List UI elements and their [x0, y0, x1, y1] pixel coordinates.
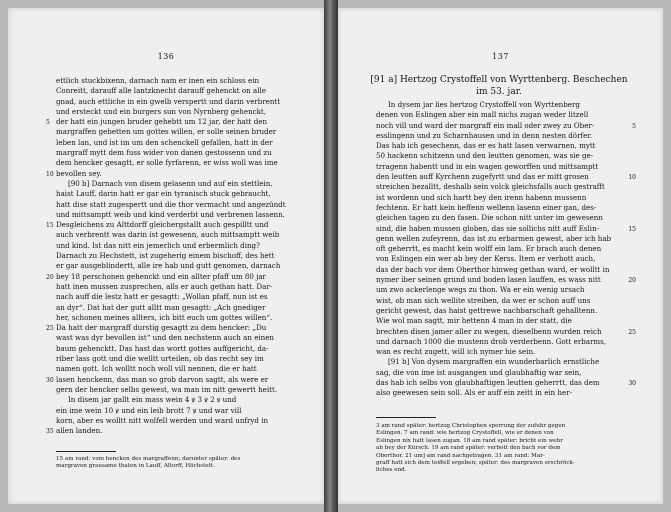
text-line-content: gericht gewest, das haist gettrewe nachbarschaft gehalltenn.: [376, 305, 598, 315]
text-line: [56, 251, 291, 261]
text-line: [56, 344, 291, 354]
footnote-divider-right: [376, 417, 436, 418]
text-line-content: nach auff die lestz hatt er gesagtt: „Wollan pfaff, nun ist es: [56, 292, 268, 302]
text-line-content: hatt dise statt zugespertt und die thor vermacht und angezündt: [56, 199, 286, 209]
text-line-content: genn wellen zufeyrenn, das ist zu erbarmen gewest, aber ich hab: [376, 233, 612, 243]
text-line: [56, 292, 291, 302]
text-line-content: Conreitt, darauff alle lantzknecht darauff gehenckt on alle: [56, 86, 266, 96]
text-line-content: gnad, auch ettliche in ein gwelb verspertt und darin verbrentt: [56, 96, 281, 106]
section-heading-line-2: im 53. jar.: [476, 87, 522, 97]
text-line: [376, 265, 626, 275]
text-line-content: Desgleichens zu Alttdorff gleichergstallt auch gespilltt und: [56, 220, 269, 230]
footnote-line: Oberthor. 21 um] am rand nachgetragen. 31 am rand: Mar-: [376, 452, 545, 459]
text-line-content: ettlich stuckbixenn, darnach nam er inen ein schloss ein: [56, 76, 260, 85]
footnote-line: liches end.: [376, 467, 407, 474]
text-line: [56, 76, 291, 86]
text-line: [376, 100, 626, 110]
text-line-content: haist Lauff, darin hatt er gar ein tyranisch stuck gebraucht,: [56, 189, 271, 199]
text-line-content: esslingenn und zu Scharnhausen und in denn nesten dörfer.: [376, 130, 593, 140]
text-line: [376, 306, 626, 316]
text-line-content: das hab ich selbs von glaubhaftigen leutten geherrtt, das dem: [376, 378, 600, 388]
line-number: 5: [632, 122, 636, 130]
text-line: [46, 426, 291, 436]
footnote-line: margraven grausame thaten in Lauff, Altorff, Höchstett.: [56, 463, 215, 470]
left-page: [8, 8, 324, 504]
text-line-content: margraffen gebetten um gottes willen, er solle seinen bruder: [56, 127, 277, 137]
text-line: [56, 313, 291, 323]
text-line-content: gern der hencker selbs gewest, wa man im nitt gewertt heitt.: [56, 384, 278, 394]
text-line-content: noch vill und ward der margraff ein mall oder zwey zu Ober-: [376, 120, 595, 130]
left-page-footnotes: [56, 456, 291, 471]
left-page-body: [46, 76, 291, 436]
text-line-content: 50 hackenn schitzenn und den leutten genomen, was sie ge-: [376, 151, 594, 161]
text-line: [376, 151, 626, 161]
text-line: [56, 282, 291, 292]
text-line: [56, 86, 291, 96]
text-line: [56, 303, 291, 313]
text-line-content: dem hencker gesagtt, er solle fyrfarenn, er wiss woll was ime: [56, 158, 278, 168]
text-line-content: also geewesen sein soll. Als er auff ein zeitt in ein her-: [376, 388, 573, 398]
line-number: 25: [46, 325, 54, 333]
line-number: 15: [628, 225, 636, 233]
right-page-body: [376, 100, 636, 399]
text-line-content: In disem jar gallt ein mass wein 4 ꝟ 3 ꝟ 2 ꝟ und: [68, 395, 237, 405]
text-line: [56, 210, 291, 220]
text-line-content: gleichen tagen zu den fasen. Die schon nitt unter im gewesenn: [376, 213, 603, 223]
text-line: [56, 138, 291, 148]
text-line: [56, 179, 291, 189]
text-line-content: wan es recht zugett, will ich nymer hie sein.: [376, 347, 536, 357]
line-number: 10: [46, 170, 54, 178]
text-line-content: [90 b] Darnach von disem gelasenn und auf ein stettlein,: [68, 178, 273, 188]
text-line-content: hatt inen mussen zusprechen, alls er auch gethan hatt. Dar-: [56, 281, 273, 291]
text-line: [376, 141, 626, 151]
text-line: [56, 97, 291, 107]
text-line: [56, 148, 291, 158]
line-number: 30: [46, 376, 54, 384]
line-number: 35: [46, 428, 54, 436]
text-line-content: und ersteckt und ein burgers sun von Nyrnberg gehenckt,: [56, 106, 267, 116]
text-line: [376, 326, 636, 337]
text-line-content: und kind. Ist das nitt ein jemerlich und erbermlich ding?: [56, 240, 260, 250]
footnote-line: Eslingen nix hatt lasen zugan. 18 am rand später: bricht ein wehr: [376, 437, 563, 444]
page-number-right: 137: [492, 52, 509, 61]
text-line: [376, 254, 626, 264]
text-line: [46, 168, 291, 179]
text-line-content: um zwo ackerlenge wegs zu thon. Wa er ein wenig ursach: [376, 285, 585, 295]
footnote-line: graff hatt sich dem teiffell ergeben; später: des margraven erschröck-: [376, 460, 575, 467]
text-line: [376, 131, 626, 141]
text-line: [46, 323, 291, 333]
footnote-line: ab bey der Kürsch. 19 am rand später: verbott den bach vor dem: [376, 445, 561, 452]
text-line-content: trragenn habentt und in ein wagen geworffen und mittsamptt: [376, 161, 599, 171]
text-line-content: ist wordenn und sich hartt bey den irenn habenn mussenn: [376, 192, 587, 202]
text-line: [56, 127, 291, 137]
text-line-content: streichen bezalltt, deshalb sein volck gleichsfalls auch gestrafft: [376, 182, 605, 192]
text-line-content: namen gott. Ich wolltt noch woll vill nennen, die er hatt: [56, 364, 257, 374]
text-line-content: und mittsamptt weib und kind verderbt und verbrenen lassenn.: [56, 209, 285, 219]
line-number: 15: [46, 222, 54, 230]
text-line: [376, 203, 626, 213]
footnote-divider-left: [56, 451, 116, 452]
text-line: [376, 337, 626, 347]
text-line: [376, 172, 636, 182]
text-line: [376, 378, 636, 388]
right-page-footnotes: [376, 423, 626, 475]
text-line: [56, 333, 291, 343]
text-line: [376, 316, 626, 326]
text-line-content: nymer iber seinen grund und boden lasen lauffen, es wass nitt: [376, 275, 601, 285]
text-line: [376, 368, 626, 378]
text-line-content: her, schonen meines allters, ich bitt euch um gottes willen“.: [56, 312, 273, 322]
text-line: [46, 117, 291, 127]
text-line-content: Da hatt der margraff durstig gesagtt zu dem hencker: „Du: [56, 323, 267, 333]
text-line-content: allen landen.: [56, 426, 103, 436]
text-line-content: ein ime wein 10 ꝟ und ein leib brott 7 ꝟ und war vill: [56, 405, 242, 415]
text-line-content: den leutten auff Kyrchenn zugefyrtt und das er mitt grosen: [376, 172, 589, 182]
text-line: [376, 162, 626, 172]
text-line-content: denen von Eslingen aber ein mall nichs zugan weder litzell: [376, 110, 589, 120]
line-number: 10: [628, 174, 636, 182]
text-line-content: an dyr“. Dat hat der gutt alltt man gesagtt: „Ach gnediger: [56, 302, 266, 312]
text-line-content: wist, ob man sich wellite streiben, da wer er schon auff uns: [376, 295, 591, 305]
text-line: [376, 357, 626, 367]
text-line: [56, 158, 291, 168]
text-line-content: bey 18 perschonen gehenckt und ein allter pfaff um 80 jar: [56, 271, 266, 281]
text-line: [46, 220, 291, 230]
text-line-content: und darnach 1000 die mustenn drob verderbenn. Gott erbarms,: [376, 336, 607, 346]
text-line-content: korn, aber es wolltt nitt wolfell werden und ward unfryd in: [56, 415, 269, 425]
text-line-content: Darnach zu Hechstett, ist zugeherig einem bischoff, des hett: [56, 251, 275, 261]
text-line-content: von Eslingen ein wer ab bey der Kerss. Item er verbott auch,: [376, 254, 596, 264]
text-line: [56, 189, 291, 199]
text-line-content: In dysem jar lies hertzog Crystoffell von Wyrttenberg: [388, 100, 580, 109]
text-line-content: [91 b] Von dysem margraffen ein wunderbarlich ernstliche: [388, 357, 600, 367]
text-line: [376, 213, 626, 223]
text-line: [376, 120, 636, 131]
line-number: 30: [628, 380, 636, 388]
line-number: 20: [628, 277, 636, 285]
right-page: [338, 8, 663, 504]
text-line: [56, 241, 291, 251]
footnote-line: 15 am rand: vom hencken des margraffenn; darunter später: des: [56, 456, 241, 462]
text-line-content: brechten disen jamer aller zu wegen, dieselbenn wurden reich: [376, 326, 602, 336]
text-line: [56, 395, 291, 405]
text-line-content: riber lass gott und die welltt urteilen, ob das recht sey im: [56, 354, 264, 364]
text-line: [376, 182, 626, 192]
text-line: [56, 200, 291, 210]
text-line-content: sind, die haben mussen globen, das sie sollichs nitt auff Eslin-: [376, 223, 600, 233]
text-line: [376, 193, 626, 203]
text-line: [56, 364, 291, 374]
text-line-content: er gar ausgeblindertt, alle ire hab und gutt genomen, darnach: [56, 261, 281, 271]
text-line: [56, 385, 291, 395]
text-line-content: margraff mytt dem fuss wider von danen gestossenn und zu: [56, 148, 272, 158]
text-line: [376, 296, 626, 306]
text-line: [376, 110, 626, 120]
text-line-content: oft geherrtt, es macht kein wolff ein lam. Er brach auch denen: [376, 244, 602, 254]
text-line: [376, 275, 636, 285]
section-heading: [368, 74, 630, 98]
text-line: [46, 271, 291, 282]
text-line-content: lasen henckenn, das man so grob darvon sagtt, als were er: [56, 374, 269, 384]
text-line-content: bevollen sey.: [56, 168, 102, 178]
text-line-content: sag, die von ime ist ausgangen und glaubhaftig war sein,: [376, 367, 582, 377]
footnote-line: 3 am rand später: hertzog Christophen sperrung der zufuhr gegen: [376, 423, 566, 429]
book-gutter: [324, 0, 338, 512]
text-line: [376, 223, 636, 234]
text-line: [376, 285, 626, 295]
text-line: [376, 388, 626, 398]
text-line: [56, 261, 291, 271]
text-line: [46, 374, 291, 385]
section-heading-line-1: [91 a] Hertzog Crystoffell von Wyrttenberg. Beschechen: [370, 75, 628, 85]
text-line: [56, 406, 291, 416]
line-number: 20: [46, 273, 54, 281]
line-number: 5: [46, 119, 50, 127]
line-number: 25: [628, 328, 636, 336]
text-line: [376, 244, 626, 254]
page-number-left: 136: [157, 52, 175, 61]
text-line: [56, 354, 291, 364]
text-line-content: wast was dyr bevollen ist“ und den nechstenn auch an einen: [56, 333, 274, 343]
text-line-content: auch verbrentt was darin ist gewesenn, auch mittsamptt weib: [56, 230, 280, 240]
text-line: [376, 347, 626, 357]
text-line-content: fechtenn. Er hatt kein heffenn wellenn lasenn einer gan, des-: [376, 202, 597, 212]
text-line: [376, 234, 626, 244]
text-line: [56, 230, 291, 240]
text-line: [56, 107, 291, 117]
text-line-content: Das hab ich gesechenn, das er es hatt lasen verwarnen, mytt: [376, 141, 596, 151]
text-line-content: leben lan, und ist im um den schenckell gefallen, hatt in der: [56, 137, 273, 147]
text-line-content: der hatt ein jungen bruder gehebtt um 12 jar, der hatt den: [56, 117, 268, 127]
text-line-content: baum gehencktt. Das hast das wortt gottes auffgericht, da-: [56, 343, 269, 353]
footnote-line: Eslingen. 7 am rand: wie hertzog Crystoffell, wie er denen von: [376, 430, 554, 437]
text-line-content: das der bach vor dem Oberthor hinweg gethan ward, er wolltt in: [376, 264, 610, 274]
text-line-content: Wie wol man sagtt, mir hettenn 4 man in der statt, die: [376, 316, 572, 326]
text-line: [56, 416, 291, 426]
